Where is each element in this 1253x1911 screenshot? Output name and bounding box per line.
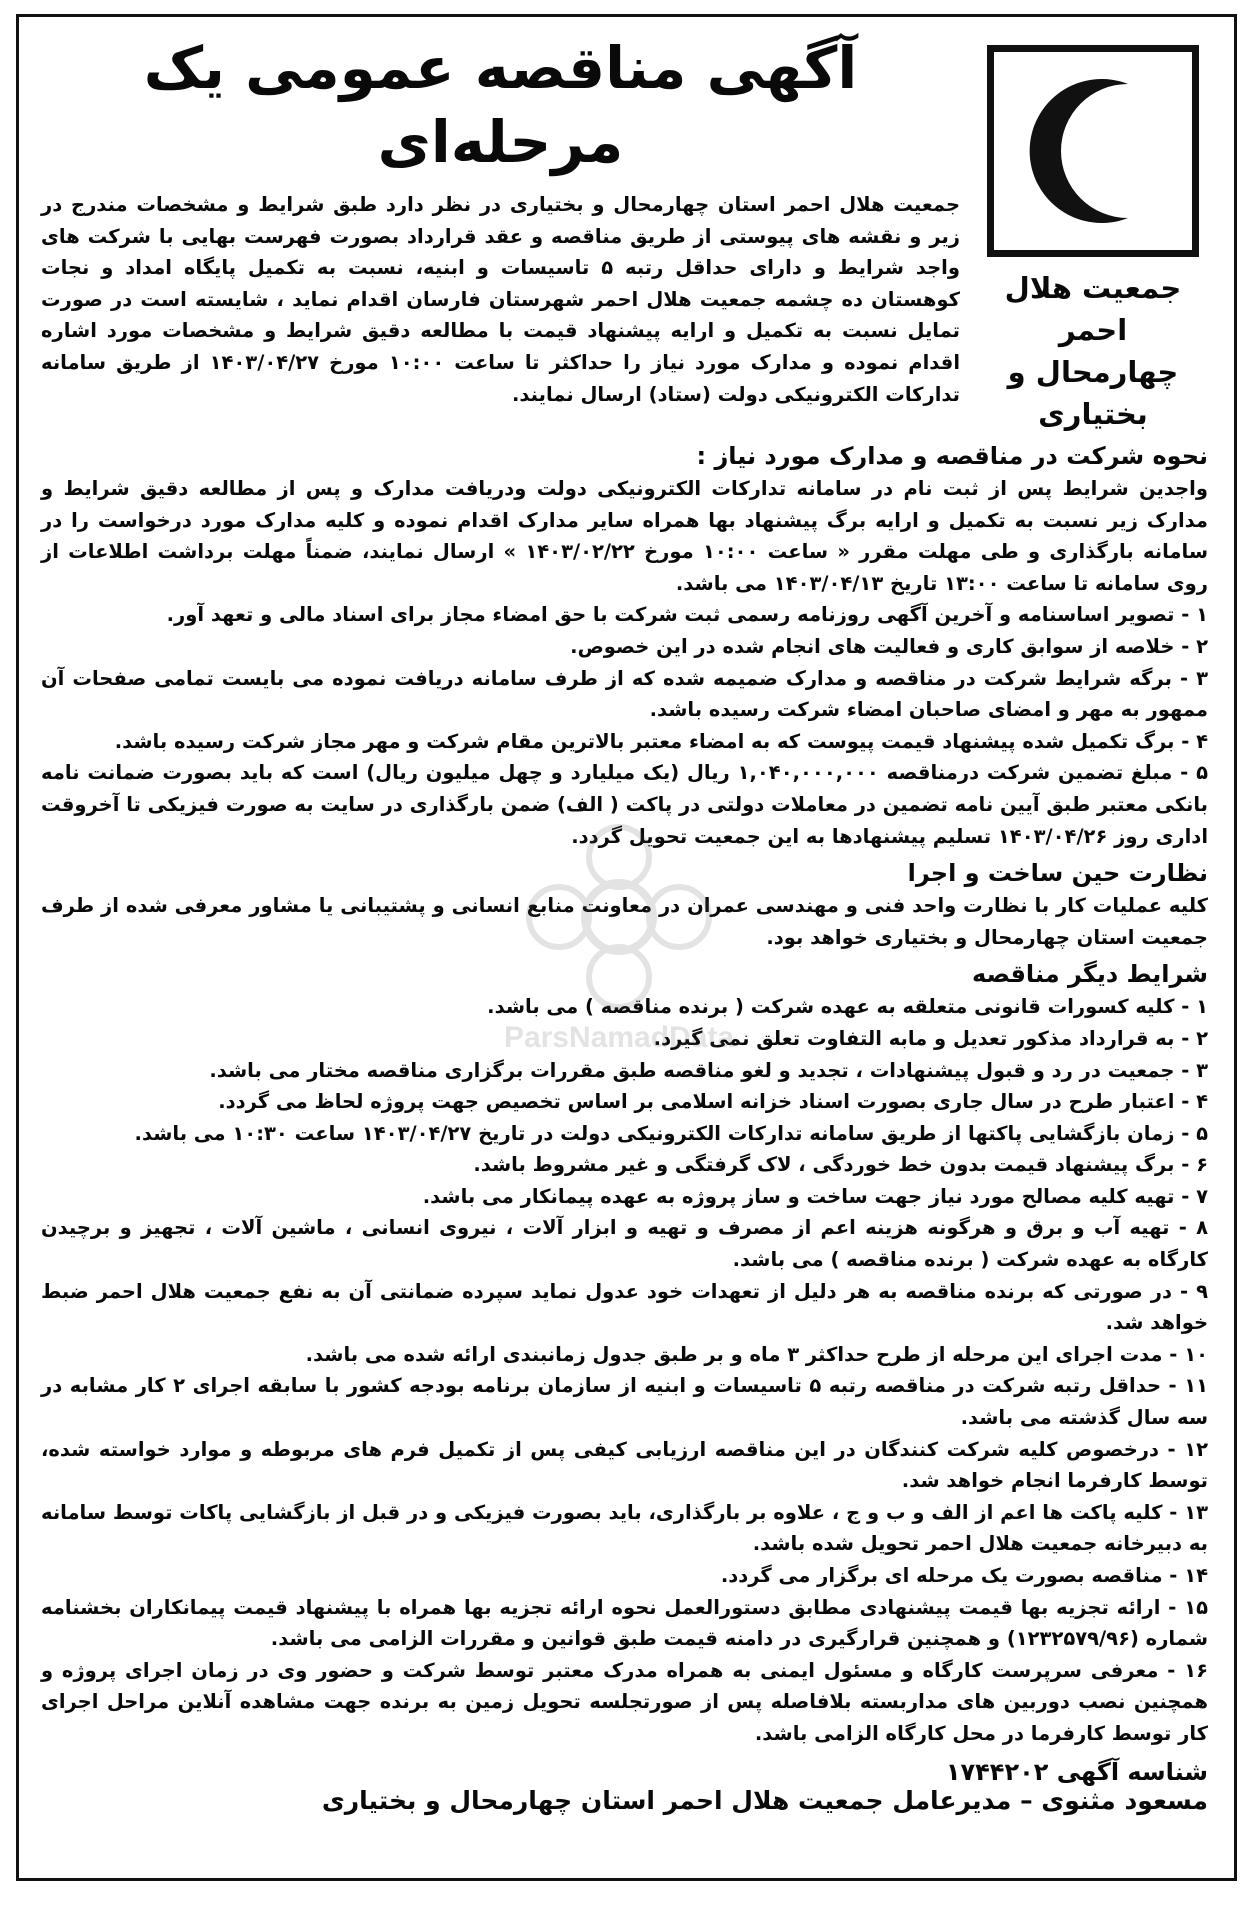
list-item: ۱۳ - کلیه پاکت ها اعم از الف و ب و ج ، علاوه بر بارگذاری، باید بصورت فیزیکی و در قبل از بازگشایی پاکات توسط سامانه به دبیرخانه جمعیت هلال احمر تحویل شده باشد. <box>41 1500 1208 1556</box>
list-item: ۲ - خلاصه از سوابق کاری و فعالیت های انجام شده در این خصوص. <box>570 634 1208 658</box>
list-item: ۵ - زمان بازگشایی پاکتها از طریق سامانه تدارکات الکترونیکی دولت در تاریخ ۱۴۰۳/۰۴/۲۷ ساعت ۱۰:۳۰ می باشد. <box>134 1121 1208 1145</box>
list-item: ۱ - تصویر اساسنامه و آخرین آگهی روزنامه رسمی ثبت شرکت با حق امضاء مجاز برای اسناد مالی و تعهد آور. <box>166 603 1208 627</box>
list-item: ۸ - تهیه آب و برق و هرگونه هزینه اعم از مصرف و تهیه و ابزار آلات ، نیروی انسانی ، ماشین آلات ، تجهیز و برچیدن کارگاه به عهده شرکت ( برنده مناقصه ) می باشد. <box>41 1216 1208 1272</box>
list-item: ۱۲ - درخصوص کلیه شرکت کنندگان در این مناقصه ارزیابی کیفی پس از تکمیل فرم های مربوطه و موارد خواسته شده، توسط کارفرما انجام خواهد شد. <box>41 1437 1208 1493</box>
list-item: ۳ - برگه شرایط شرکت در مناقصه و مدارک ضمیمه شده که از طرف سامانه دریافت نموده می بایست تمامی صفحات آن ممهور به مهر و امضای صاحبان امضاء شرکت رسیده باشد. <box>41 666 1208 722</box>
intro-column <box>41 31 960 435</box>
participation-heading: نحوه شرکت در مناقصه و مدارک مورد نیاز : <box>696 442 1208 470</box>
intro-paragraph <box>41 189 960 410</box>
conditions-heading: شرایط دیگر مناقصه <box>972 960 1208 989</box>
list-item: ۲ - به قرارداد مذکور تعدیل و مابه التفاوت تعلق نمی گیرد. <box>653 1026 1208 1050</box>
red-crescent-logo <box>987 45 1199 257</box>
list-item: ۳ - جمعیت در رد و قبول پیشنهادات ، تجدید و لغو مناقصه طبق مقررات برگزاری مناقصه مختار می باشد. <box>209 1058 1208 1082</box>
list-item: ۶ - برگ پیشنهاد قیمت بدون خط خوردگی ، لاک گرفتگی و غیر مشروط باشد. <box>473 1153 1208 1177</box>
header-section <box>41 31 1208 435</box>
list-item: ۱ - کلیه کسورات قانونی متعلقه به عهده شرکت ( برنده مناقصه ) می باشد. <box>487 995 1208 1019</box>
ad-id: شناسه آگهی ۱۷۴۴۲۰۲ <box>945 1757 1208 1786</box>
list-item: ۱۶ - معرفی سرپرست کارگاه و مسئول ایمنی به همراه مدرک معتبر توسط شرکت و حضور وی در زمان اجرای پروژه و همچنین نصب دوربین های مداربسته بلافاصله پس از صورتجلسه تحویل زمین به برنده جهت مشاهده آنلاین مراحل اجرای کار توسط کارفرما در محل کارگاه الزامی باشد. <box>41 1658 1208 1745</box>
crescent-icon <box>1018 66 1168 236</box>
org-name-line1: جمعیت هلال احمر <box>1004 271 1182 347</box>
footer <box>41 1758 1208 1786</box>
watermark-text: ParsNamadData <box>503 1021 735 1054</box>
list-item: ۵ - مبلغ تضمین شرکت درمناقصه ۱,۰۴۰,۰۰۰,۰۰۰ ریال (یک میلیارد و چهل میلیون ریال) است که باید بصورت ضمانت نامه بانکی معتبر طبق آیین نامه تضمین در معاملات دولتی در پاکت ( الف) ضمن بارگذاری در سایت به صورت فیزیکی تا آخروقت اداری روز ۱۴۰۳/۰۴/۲۶ تسلیم پیشنهادها به این جمعیت تحویل گردد. <box>41 761 1208 848</box>
list-item: ۷ - تهیه کلیه مصالح مورد نیاز جهت ساخت و ساز پروژه به عهده پیمانکار می باشد. <box>422 1184 1208 1208</box>
list-item: ۱۴ - مناقصه بصورت یک مرحله ای برگزار می گردد. <box>720 1564 1208 1587</box>
list-item: ۹ - در صورتی که برنده مناقصه به هر دلیل از تعهدات خود عدول نماید سپرده ضمانتی آن به نفع جمعیت هلال احمر ضبط خواهد شد. <box>41 1279 1208 1335</box>
list-item: ۱۱ - حداقل رتبه شرکت در مناقصه رتبه ۵ تاسیسات و ابنیه از سازمان برنامه بودجه کشور با سابقه اجرای ۲ کار مشابه در سه سال گذشته می باشد. <box>41 1374 1209 1430</box>
tender-notice <box>16 14 1237 1881</box>
org-name-line2: چهارمحال و بختیاری <box>1007 355 1179 431</box>
organization-block <box>978 31 1208 435</box>
intro-text: در نظر دارد طبق شرایط و مشخصات مندرج در زیر و نقشه های پیوستی از طریق مناقصه و عقد قرارداد بصورت فهرست بهایی با شرکت های واجد شرایط و دارای حداقل رتبه ۵ تاسیسات و ابنیه، نسبت به تکمیل پایگاه امداد و نجات کوهستان ده چشمه جمعیت هلال احمر شهرستان فارسان اقدام نماید ، شایسته است در صورت تمایل نسبت به تکمیل و ارایه پیشنهاد قیمت با مطالعه دقیق شرایط و مشخصات مورد اشاره اقدام نموده و مدارک مورد نیاز را حداکثر تا ساعت ۱۰:۰۰ مورخ ۱۴۰۳/۰۴/۲۷ از طریق سامانه تدارکات الکترونیکی دولت (ستاد) ارسال نمایند. <box>41 193 960 406</box>
list-item: ۴ - اعتبار طرح در سال جاری بصورت اسناد خزانه اسلامی بر اساس تخصیص جهت پروژه لحاظ می گردد. <box>218 1090 1208 1114</box>
participation-text: واجدین شرایط پس از ثبت نام در سامانه تدارکات الکترونیکی دولت ودریافت مدارک و پس از مطالعه دقیق شرایط و مدارک زیر نسبت به تکمیل و ارایه برگ پیشنهاد بها همراه سایر مدارک اقدام نموده و کلیه مدارک مورد درخواست را در سامانه بارگذاری و طی مهلت مقرر « ساعت ۱۰:۰۰ مورخ ۱۴۰۳/۰۲/۲۲ » ارسال نمایند، ضمناً مهلت برداشت اطلاعات از روی سامانه تا ساعت ۱۳:۰۰ تاریخ ۱۴۰۳/۰۴/۱۳ می باشد. <box>41 477 1208 595</box>
supervision-heading: نظارت حین ساخت و اجرا <box>907 859 1208 888</box>
intro-lead: جمعیت هلال احمر استان چهارمحال و بختیاری <box>509 193 960 216</box>
list-item: ۱۵ - ارائه تجزیه بها قیمت پیشنهادی مطابق دستورالعمل نحوه ارائه تجزیه بها همراه با پیشنهاد قیمت پیمانکاران بخشنامه شماره (۱۲۳۲۵۷۹/۹۶) و همچنین قرارگیری در دامنه قیمت طبق قوانین و مقررات الزامی می باشد. <box>41 1595 1208 1651</box>
list-item: ۱۰ - مدت اجرای این مرحله از طرح حداکثر ۳ ماه و بر طبق جدول زمانبندی ارائه شده می باشد. <box>305 1342 1208 1366</box>
list-item: ۴ - برگ تکمیل شده پیشنهاد قیمت پیوست که به امضاء معتبر بالاترین مقام شرکت و مهر مجاز شرکت رسیده باشد. <box>114 729 1208 753</box>
supervision-text: کلیه عملیات کار با نظارت واحد فنی و مهندسی عمران در معاونت منابع انسانی و پشتیبانی یا مشاور معرفی شده از طرف جمعیت استان چهارمحال و بختیاری خواهد بود. <box>41 894 1208 949</box>
page-title: آگهی مناقصه عمومی یک مرحله‌ای <box>143 34 858 176</box>
signature: مسعود مثنوی – مدیرعامل جمعیت هلال احمر استان چهارمحال و بختیاری <box>321 1785 1208 1815</box>
